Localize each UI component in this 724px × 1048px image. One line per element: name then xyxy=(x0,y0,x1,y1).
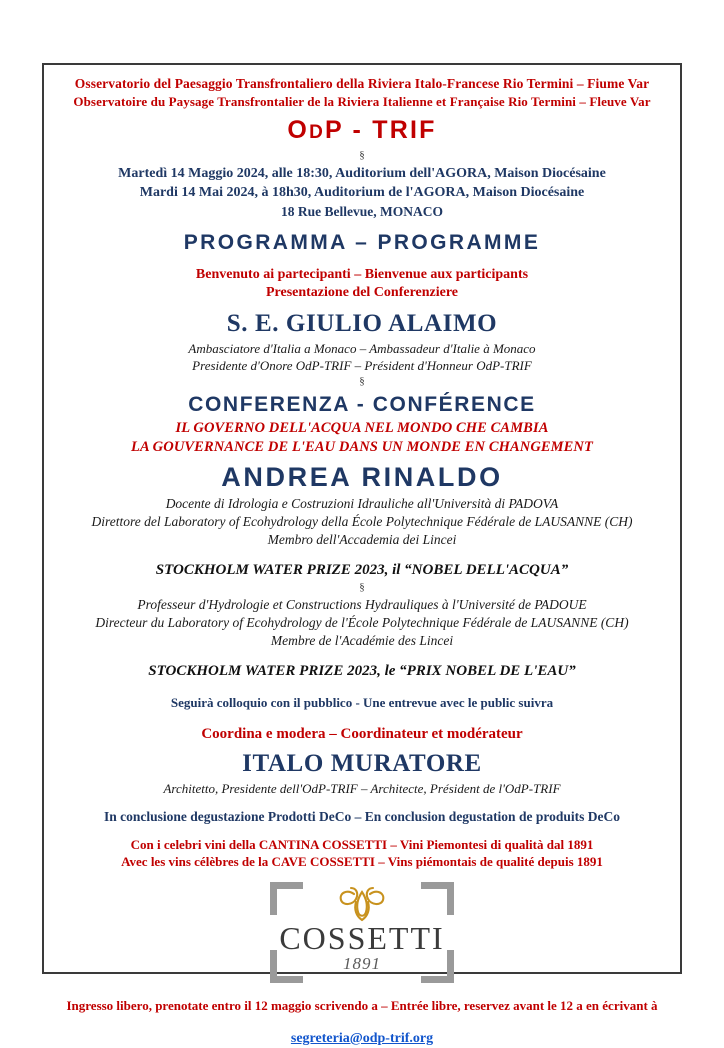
presenter-role-1: Ambasciatore d'Italia a Monaco – Ambassadeur d'Italie à Monaco xyxy=(188,341,536,356)
acronym-rest: P - TRIF xyxy=(324,116,437,144)
followup-note: Seguirà colloquio con il pubblico - Une entrevue avec le public suivra xyxy=(170,695,554,710)
speaker-bio-it-1: Docente di Idrologia e Costruzioni Idrauliche all'Università di PADOVA xyxy=(165,496,559,511)
cossetti-logo xyxy=(264,880,460,985)
conference-heading: CONFERENZA - CONFÉRENCE xyxy=(188,393,536,416)
welcome-line-1: Benvenuto ai partecipanti – Bienvenue aux participants xyxy=(195,267,529,282)
moderator-name: ITALO MURATORE xyxy=(242,750,482,777)
acronym-d: D xyxy=(309,122,325,143)
speaker-bio-it-3: Membro dell'Accademia dei Lincei xyxy=(267,532,457,547)
welcome-line-2: Presentazione del Conferenziere xyxy=(265,285,459,300)
section-separator-1: § xyxy=(359,149,365,161)
organization-name-french: Observatoire du Paysage Transfrontalier de la Riviera Italienne et Française Rio Termini – Fleuve Var xyxy=(73,94,651,109)
moderator-heading: Coordina e modera – Coordinateur et modérateur xyxy=(201,726,523,742)
entry-info: Ingresso libero, prenotate entro il 12 maggio scrivendo a – Entrée libre, reservez avant le 12 a en écrivant à xyxy=(66,998,658,1013)
speaker-prize-french: STOCKHOLM WATER PRIZE 2023, le “PRIX NOBEL DE L'EAU” xyxy=(148,663,576,679)
moderator-role: Architetto, Presidente dell'OdP-TRIF – Architecte, Président de l'OdP-TRIF xyxy=(163,781,561,796)
cossetti-wordmark: COSSETTI xyxy=(279,920,445,956)
poster-frame xyxy=(42,63,682,1046)
speaker-bio-fr-3: Membre de l'Académie des Lincei xyxy=(270,633,454,648)
speaker-prize-italian: STOCKHOLM WATER PRIZE 2023, il “NOBEL DELL'ACQUA” xyxy=(155,562,569,578)
acronym-o: O xyxy=(287,116,310,144)
speaker-bio-it-2: Direttore del Laboratory of Ecohydrology della École Polytechnique Fédérale de LAUSANNE (CH) xyxy=(91,514,633,529)
speaker-name: ANDREA RINALDO xyxy=(221,462,503,492)
cossetti-year: 1891 xyxy=(343,954,381,973)
section-separator-3: § xyxy=(359,581,365,593)
cossetti-monogram-icon xyxy=(264,886,460,922)
speaker-bio-fr-2: Directeur du Laboratory of Ecohydrology de l'École Polytechnique Fédérale de LAUSANNE (CH) xyxy=(95,615,629,630)
event-datetime-italian: Martedì 14 Maggio 2024, alle 18:30, Auditorium dell'AGORA, Maison Diocésaine xyxy=(118,166,606,181)
speaker-bio-fr-1: Professeur d'Hydrologie et Constructions Hydrauliques à l'Université de PADOUE xyxy=(137,597,587,612)
tasting-deco-note: In conclusione degustazione Prodotti DeCo – En conclusion degustation de produits DeCo xyxy=(104,809,620,824)
wine-note-italian: Con i celebri vini della CANTINA COSSETTI – Vini Piemontesi di qualità dal 1891 xyxy=(130,837,594,852)
presenter-role-2: Presidente d'Onore OdP-TRIF – Président d'Honneur OdP-TRIF xyxy=(192,358,532,373)
contact-email-link[interactable]: segreteria@odp-trif.org xyxy=(290,1031,434,1046)
organization-name-italian: Osservatorio del Paesaggio Transfrontaliero della Riviera Italo-Francese Rio Termini – Fiume Var xyxy=(74,76,650,91)
acronym-title xyxy=(58,115,666,148)
section-separator-2: § xyxy=(359,375,365,387)
conference-title-italian: IL GOVERNO DELL'ACQUA NEL MONDO CHE CAMBIA xyxy=(175,420,549,436)
poster-content xyxy=(44,65,680,1048)
conference-title-french: LA GOUVERNANCE DE L'EAU DANS UN MONDE EN CHANGEMENT xyxy=(131,439,593,455)
event-datetime-french: Mardi 14 Mai 2024, à 18h30, Auditorium de l'AGORA, Maison Diocésaine xyxy=(139,185,585,200)
event-address: 18 Rue Bellevue, MONACO xyxy=(281,204,443,219)
wine-note-french: Avec les vins célèbres de la CAVE COSSETTI – Vins piémontais de qualité depuis 1891 xyxy=(121,854,603,869)
program-heading: PROGRAMMA – PROGRAMME xyxy=(183,231,541,254)
presenter-name: S. E. GIULIO ALAIMO xyxy=(226,310,498,337)
